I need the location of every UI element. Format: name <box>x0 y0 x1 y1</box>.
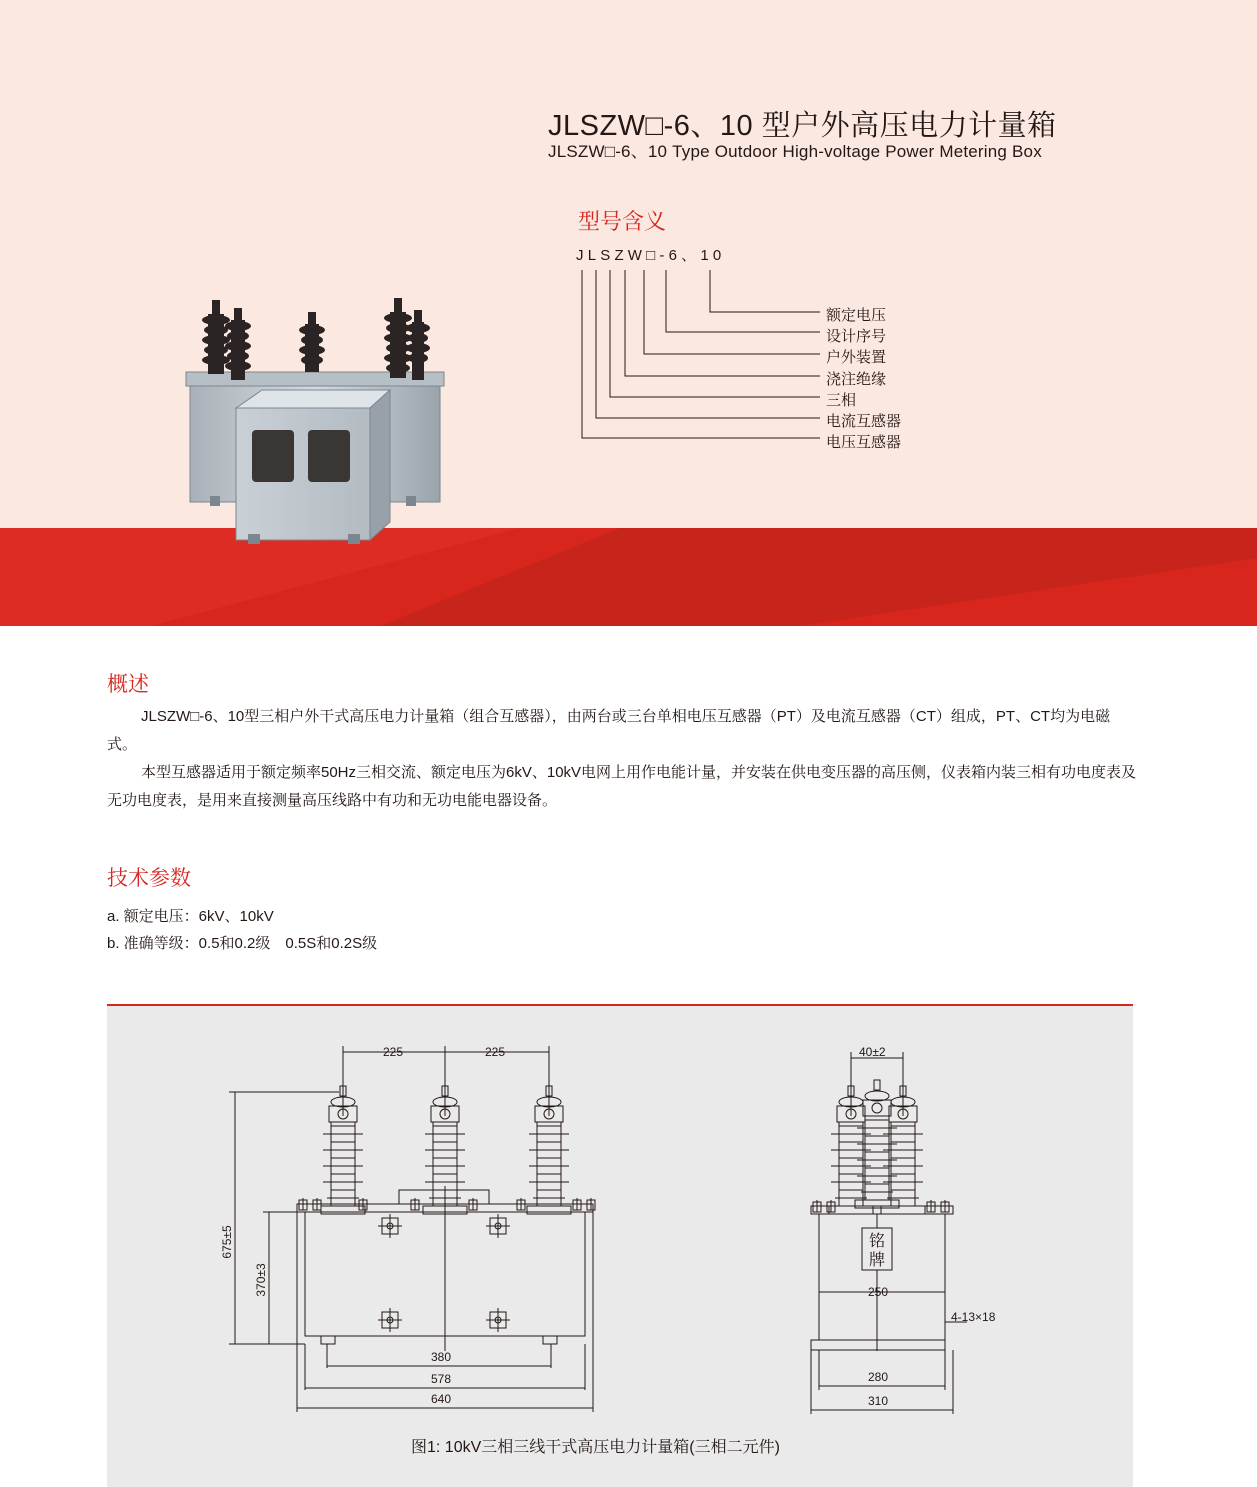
product-image <box>180 290 450 555</box>
overview-heading: 概述 <box>107 673 149 696</box>
overview-text <box>107 703 1137 815</box>
dim-width-578: 578 <box>431 1372 452 1386</box>
meaning-outdoor: 户外装置 <box>826 349 887 366</box>
dim-width-280: 280 <box>868 1370 889 1384</box>
nameplate-label-2: 牌 <box>868 1252 886 1269</box>
dim-top-spacing: 40±2 <box>859 1045 886 1059</box>
meaning-design-serial: 设计序号 <box>826 328 887 345</box>
title-english: JLSZW□-6、10 Type Outdoor High-voltage Power Metering Box <box>548 142 1042 161</box>
tech-params-heading: 技术参数 <box>107 867 191 890</box>
dim-height-total: 675±5 <box>220 1225 234 1259</box>
dim-width-380: 380 <box>431 1350 452 1364</box>
meaning-voltage-transformer: 电压互感器 <box>826 434 902 451</box>
overview-paragraph-1: JLSZW□-6、10型三相户外干式高压电力计量箱（组合互感器），由两台或三台单相电压互感器（PT）及电流互感器（CT）组成，PT、CT均为电磁式。 <box>107 708 1111 753</box>
dim-width-640: 640 <box>431 1392 452 1406</box>
model-meaning-heading: 型号含义 <box>578 209 667 234</box>
model-code: JLSZW□-6、10 <box>576 247 726 264</box>
title-chinese: JLSZW□-6、10 型户外高压电力计量箱 <box>548 110 1057 142</box>
technical-drawing <box>107 1006 1133 1426</box>
overview-paragraph-2: 本型互感器适用于额定频率50Hz三相交流、额定电压为6kV、10kV电网上用作电能计量，并安装在供电变压器的高压侧，仪表箱内装三相有功电度表及无功电度表，是用来直接测量高压线路中有功和无功电能电器设备。 <box>107 764 1137 809</box>
dim-spacing-left: 225 <box>383 1045 404 1059</box>
tech-param-voltage: a. 额定电压：6kV、10kV <box>107 908 274 925</box>
meaning-cast-insulation: 浇注绝缘 <box>826 371 887 388</box>
dim-holes: 4-13×18 <box>951 1310 996 1324</box>
model-meaning-diagram <box>570 262 830 447</box>
dim-height-box: 370±3 <box>254 1263 268 1297</box>
tech-param-accuracy: b. 准确等级：0.5和0.2级 0.5S和0.2S级 <box>107 935 378 952</box>
meaning-current-transformer: 电流互感器 <box>826 413 902 430</box>
meaning-rated-voltage: 额定电压 <box>826 307 887 324</box>
dim-width-250: 250 <box>868 1285 889 1299</box>
dim-spacing-right: 225 <box>485 1045 506 1059</box>
nameplate-label-1: 铭 <box>868 1233 886 1250</box>
meaning-three-phase: 三相 <box>826 392 857 409</box>
figure-caption: 图1: 10kV三相三线干式高压电力计量箱(三相二元件) <box>411 1439 780 1456</box>
dim-width-310: 310 <box>868 1394 889 1408</box>
